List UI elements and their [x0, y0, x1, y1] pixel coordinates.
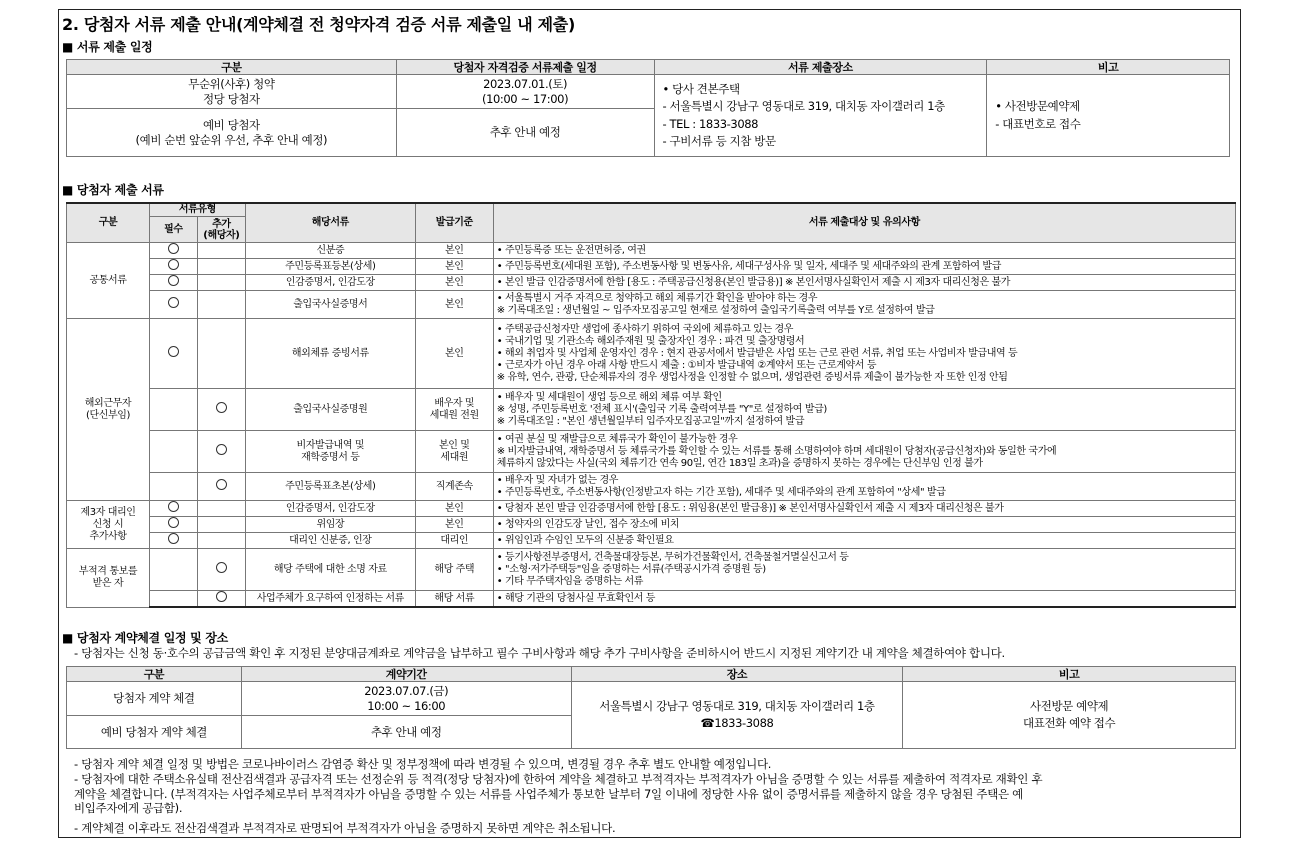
doc-name: 비자발급내역 및 재학증명서 등 [245, 431, 415, 473]
contract-remark: 사전방문 예약제 대표전화 예약 접수 [903, 682, 1236, 749]
contract-row2-date: 추후 안내 예정 [241, 716, 571, 749]
extra-mark [197, 591, 245, 608]
schedule-header-gubun: 구분 [67, 60, 397, 75]
docs-header-type: 서류유형 [149, 203, 245, 217]
schedule-header-place: 서류 제출장소 [654, 60, 987, 75]
doc-issue: 본인 [415, 275, 493, 291]
doc-name: 주민등록표등본(상세) [245, 259, 415, 275]
extra-mark [197, 473, 245, 501]
schedule-row2-type: 예비 당첨자 (예비 순번 앞순위 우선, 추후 안내 예정) [67, 109, 397, 157]
docs-group-common: 공통서류 [67, 243, 150, 319]
contract-desc: - 당첨자는 신청 동·호수의 공급금액 확인 후 지정된 분양대금계좌로 계약금을 납부하고 필수 구비사항과 해당 추가 구비사항을 준비하시어 반드시 지정된 계약기간 내 계약을 체결하여야 합니다. [74, 646, 1005, 660]
required-mark [149, 517, 197, 533]
schedule-heading: ■ 서류 제출 일정 [62, 40, 153, 54]
schedule-header-remark: 비고 [987, 60, 1230, 75]
doc-issue: 본인 [415, 243, 493, 259]
required-mark [149, 533, 197, 549]
schedule-place: • 당사 견본주택 - 서울특별시 강남구 영동대로 319, 대치동 자이갤러리 1층 - TEL : 1833-3088 - 구비서류 등 지참 방문 [654, 75, 987, 157]
contract-place: 서울특별시 강남구 영동대로 319, 대치동 자이갤러리 1층 ☎1833-3088 [571, 682, 903, 749]
docs-header-issue: 발급기준 [415, 203, 493, 243]
required-mark [149, 291, 197, 319]
doc-name: 대리인 신분증, 인장 [245, 533, 415, 549]
docs-header-gubun: 구분 [67, 203, 150, 243]
contract-row2-type: 예비 당첨자 계약 체결 [67, 716, 242, 749]
page-title: 2. 당첨자 서류 제출 안내(계약체결 전 청약자격 검증 서류 제출일 내 제출) [62, 15, 575, 34]
docs-header-extra: 추가 (해당자) [197, 217, 245, 243]
schedule-row2-date: 추후 안내 예정 [396, 109, 654, 157]
contract-header-date: 계약기간 [241, 667, 571, 682]
required-mark [149, 243, 197, 259]
doc-issue: 해당 서류 [415, 591, 493, 608]
doc-detail: • 청약자의 인감도장 날인, 접수 장소에 비치 [493, 517, 1235, 533]
doc-name: 출입국사실증명서 [245, 291, 415, 319]
contract-note-2: - 당첨자에 대한 주택소유실태 전산검색결과 공급자격 또는 선정순위 등 적격(정당 당첨자)에 한하여 계약을 체결하고 부적격자는 부적격자가 아님을 증명할 수 있는 서류를 제출하여 적격자로 재확인 후 계약을 체결합니다. (부적격자는 사업주체로부터 부적격자가 아님을 증명할 수 있는 서류를 사업주체가 통보한 날부터 7일 이내에 정당한 사유 없이 증명서류를 제출하지 않을 경우 당첨된 주택은 예 비입주자에게 공급함). [74, 772, 1043, 815]
contract-header-gubun: 구분 [67, 667, 242, 682]
doc-detail: • 해당 기관의 당첨사실 무효확인서 등 [493, 591, 1235, 608]
required-mark [149, 501, 197, 517]
doc-detail: • 주민등록증 또는 운전면허증, 여권 [493, 243, 1235, 259]
doc-detail: • 여권 분실 및 재발급으로 체류국가 확인이 불가능한 경우 ※ 비자발급내역, 재학증명서 등 체류국가를 확인할 수 있는 서류를 통해 소명하여야 하며 세대원이 당첨자(공급신청자)와 동일한 국가에 체류하지 않았다는 사실(국외 체류기간 연속 90일, 연간 183일 초과)을 증명하지 못하는 경우에는 단신부임 인정 불가 [493, 431, 1235, 473]
contract-row1-date: 2023.07.07.(금) 10:00 ~ 16:00 [241, 682, 571, 716]
doc-detail: • 등기사항전부증명서, 건축물대장등본, 무허가건물확인서, 건축물철거멸실신고서 등 • "소형·저가주택등"임을 증명하는 서류(주택공시가격 증명원 등) • 기타 무주택자임을 증명하는 서류 [493, 549, 1235, 591]
extra-mark [197, 389, 245, 431]
doc-name: 사업주체가 요구하여 인정하는 서류 [245, 591, 415, 608]
doc-detail: • 주택공급신청자만 생업에 종사하기 위하여 국외에 체류하고 있는 경우 • 국내기업 및 기관소속 해외주재원 및 출장자인 경우 : 파견 및 출장명령서 • 해외 취업자 및 사업체 운영자인 경우 : 현지 관공서에서 발급받은 사업 또는 근로 관련 서류, 취업 또는 사업비자 발급내역 등 • 근로자가 아닌 경우 아래 사항 반드시 제출 : ①비자 발급내역 ②계약서 또는 근로계약서 등 ※ 유학, 연수, 관광, 단순체류자의 경우 생업사정을 인정할 수 없으며, 생업관련 증빙서류 제출이 불가능한 자 또한 인정 안됨 [493, 319, 1235, 389]
schedule-remark: • 사전방문예약제 - 대표번호로 접수 [987, 75, 1230, 157]
contract-row1-type: 당첨자 계약 체결 [67, 682, 242, 716]
doc-name: 위임장 [245, 517, 415, 533]
doc-issue: 본인 [415, 501, 493, 517]
doc-name: 신분증 [245, 243, 415, 259]
required-mark [149, 275, 197, 291]
docs-header-detail: 서류 제출대상 및 유의사항 [493, 203, 1235, 243]
contract-table [66, 666, 1236, 749]
doc-name: 인감증명서, 인감도장 [245, 501, 415, 517]
doc-detail: • 위임인과 수임인 모두의 신분증 확인필요 [493, 533, 1235, 549]
doc-name: 해외체류 증빙서류 [245, 319, 415, 389]
doc-issue: 해당 주택 [415, 549, 493, 591]
doc-issue: 본인 [415, 291, 493, 319]
doc-name: 인감증명서, 인감도장 [245, 275, 415, 291]
schedule-table [66, 59, 1230, 157]
docs-header-doc: 해당서류 [245, 203, 415, 243]
contract-note-1: - 당첨자 계약 체결 일정 및 방법은 코로나바이러스 감염증 확산 및 정부정책에 따라 변경될 수 있으며, 변경될 경우 추후 별도 안내할 예정입니다. [74, 757, 772, 771]
doc-issue: 대리인 [415, 533, 493, 549]
doc-detail: • 서울특별시 거주 자격으로 청약하고 해외 체류기간 확인을 받아야 하는 경우 ※ 기록대조일 : 생년월일 ~ 입주자모집공고일 현재로 설정하여 출입국기록출력 여부를 Y로 설정하여 발급 [493, 291, 1235, 319]
required-mark [149, 319, 197, 389]
schedule-header-date: 당첨자 자격검증 서류제출 일정 [396, 60, 654, 75]
doc-issue: 본인 [415, 259, 493, 275]
doc-issue: 직계존속 [415, 473, 493, 501]
contract-header-remark: 비고 [903, 667, 1236, 682]
doc-issue: 본인 [415, 517, 493, 533]
doc-name: 출입국사실증명원 [245, 389, 415, 431]
doc-detail: • 주민등록번호(세대원 포함), 주소변동사항 및 변동사유, 세대구성사유 및 일자, 세대주 및 세대주와의 관계 포함하여 발급 [493, 259, 1235, 275]
docs-group-ineligible: 부적격 통보를 받은 자 [67, 549, 150, 608]
contract-note-3: - 계약체결 이후라도 전산검색결과 부적격자로 판명되어 부적격자가 아님을 증명하지 못하면 계약은 취소됩니다. [74, 821, 616, 835]
docs-table [66, 202, 1236, 608]
docs-header-required: 필수 [149, 217, 197, 243]
doc-name: 해당 주택에 대한 소명 자료 [245, 549, 415, 591]
contract-heading: ■ 당첨자 계약체결 일정 및 장소 [62, 631, 228, 645]
schedule-row1-type: 무순위(사후) 청약 정당 당첨자 [67, 75, 397, 109]
doc-detail: • 배우자 및 자녀가 없는 경우 • 주민등록번호, 주소변동사항(인정받고자 하는 기간 포함), 세대주 및 세대주와의 관계 포함하여 "상세" 발급 [493, 473, 1235, 501]
schedule-row1-date: 2023.07.01.(토) (10:00 ~ 17:00) [396, 75, 654, 109]
doc-issue: 배우자 및 세대원 전원 [415, 389, 493, 431]
extra-mark [197, 549, 245, 591]
extra-mark [197, 431, 245, 473]
doc-detail: • 본인 발급 인감증명서에 한함 [용도 : 주택공급신청용(본인 발급용)] ※ 본인서명사실확인서 제출 시 제3자 대리신청은 불가 [493, 275, 1235, 291]
doc-issue: 본인 및 세대원 [415, 431, 493, 473]
doc-detail: • 당첨자 본인 발급 인감증명서에 한함 [용도 : 위임용(본인 발급용)] ※ 본인서명사실확인서 제출 시 제3자 대리신청은 불가 [493, 501, 1235, 517]
doc-name: 주민등록표초본(상세) [245, 473, 415, 501]
docs-group-overseas: 해외근무자 (단신부임) [67, 319, 150, 501]
doc-issue: 본인 [415, 319, 493, 389]
required-mark [149, 259, 197, 275]
doc-detail: • 배우자 및 세대원이 생업 등으로 해외 체류 여부 확인 ※ 성명, 주민등록번호 '전체 표시'(출입국 기록 출력여부를 "Y"로 설정하여 발급) ※ 기록대조일 : "본인 생년월일부터 입주자모집공고일"까지 설정하여 발급 [493, 389, 1235, 431]
docs-heading: ■ 당첨자 제출 서류 [62, 183, 164, 197]
docs-group-proxy: 제3자 대리인 신청 시 추가사항 [67, 501, 150, 549]
contract-header-place: 장소 [571, 667, 903, 682]
